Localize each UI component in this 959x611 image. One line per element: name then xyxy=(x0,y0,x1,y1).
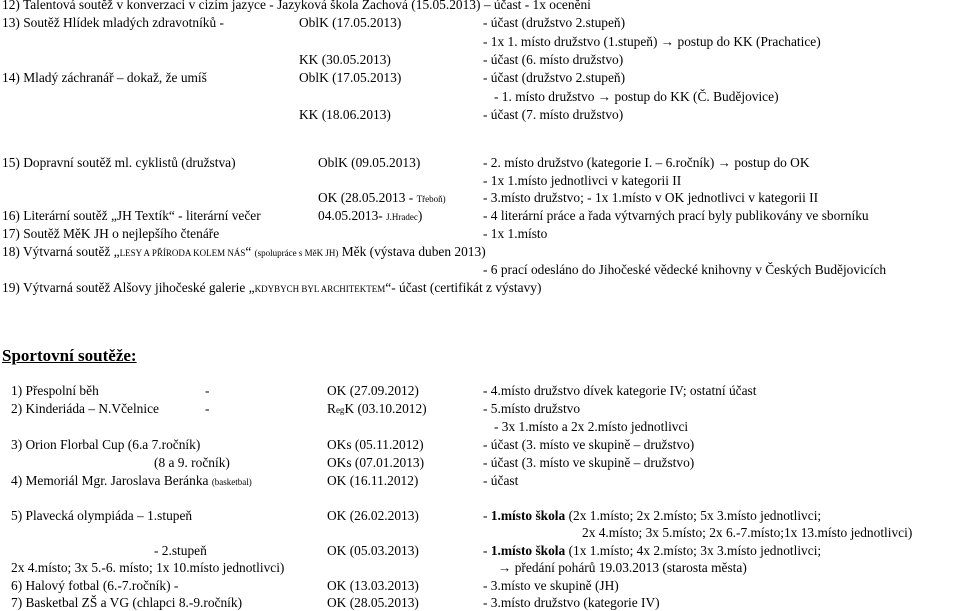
sport-5b-result-3: → předání pohárů 19.03.2013 (starosta města) xyxy=(498,560,747,575)
sport-3-title: 3) Orion Florbal Cup (6.a 7.ročník) xyxy=(11,437,201,452)
entry-18-result: - 6 prací odesláno do Jihočeské vědecké knihovny v Českých Budějovicích xyxy=(483,262,887,277)
sport-3b-title: (8 a 9. ročník) xyxy=(154,455,230,470)
sport-1-dash: - xyxy=(205,383,210,398)
entry-19-title: 19) Výtvarná soutěž Alšovy jihočeské galerie „KDYBYCH BYL ARCHITEKTEM“- účast (certifikát z výstavy) xyxy=(2,280,542,295)
sport-5b-title: - 2.stupeň xyxy=(154,543,207,558)
sport-1-title: 1) Přespolní běh xyxy=(11,383,99,398)
sport-5-result-2: 2x 4.místo; 3x 5.místo; 2x 6.-7.místo;1x 13.místo jednotlivci) xyxy=(582,525,913,540)
entry-16-date: 04.05.2013- J.Hradec) xyxy=(318,208,423,223)
sport-4-level: OK (16.11.2012) xyxy=(327,473,419,488)
sport-5b-result: - 1.místo škola (1x 1.místo; 4x 2.místo; 3x 3.místo jednotlivci; xyxy=(483,543,822,558)
sport-3-level: OKs (05.11.2012) xyxy=(327,437,424,452)
entry-14-kk-result: - účast (7. místo družstvo) xyxy=(483,107,624,122)
entry-13-kk: KK (30.05.2013) xyxy=(299,52,391,67)
sport-2-title: 2) Kinderiáda – N.Včelnice xyxy=(11,401,159,416)
sport-4-title: 4) Memoriál Mgr. Jaroslava Beránka (basketbal) xyxy=(11,473,252,488)
entry-15-ok: OK (28.05.2013 - Třeboň) xyxy=(318,190,446,205)
entry-13-result-2: - 1x 1. místo družstvo (1.stupeň) → postup do KK (Prachatice) xyxy=(483,34,821,49)
sport-1-level: OK (27.09.2012) xyxy=(327,383,419,398)
sport-6-result: - 3.místo ve skupině (JH) xyxy=(483,578,619,593)
sport-2-result: - 5.místo družstvo xyxy=(483,401,581,416)
entry-12: 12) Talentová soutěž v konverzaci v cizím jazyce - Jazyková škola Zachová (15.05.2013) – účast - 1x ocenění xyxy=(2,0,591,12)
entry-17-result: - 1x 1.místo xyxy=(483,226,548,241)
entry-16-result: - 4 literární práce a řada výtvarných prací byly publikovány ve sborníku xyxy=(483,208,869,223)
entry-17-title: 17) Soutěž MěK JH o nejlepšího čtenáře xyxy=(2,226,220,241)
entry-14-level: OblK (17.05.2013) xyxy=(299,70,402,85)
sport-2-result-2: - 3x 1.místo a 2x 2.místo jednotlivci xyxy=(494,419,689,434)
entry-15-result-2: - 1x 1.místo jednotlivci v kategorii II xyxy=(483,173,682,188)
entry-13-result: - účast (družstvo 2.stupeň) xyxy=(483,15,626,30)
entry-15-ok-result: - 3.místo družstvo; - 1x 1.místo v OK jednotlivci v kategorii II xyxy=(483,190,819,205)
sport-3-result: - účast (3. místo ve skupině – družstvo) xyxy=(483,437,695,452)
entry-14-result-2: - 1. místo družstvo → postup do KK (Č. Budějovice) xyxy=(494,89,779,104)
sport-7-title: 7) Basketbal ZŠ a VG (chlapci 8.-9.ročník) xyxy=(11,595,243,610)
entry-18-title: 18) Výtvarná soutěž „LESY A PŘÍRODA KOLEM NÁS“ (spolupráce s MěK JH) Měk (výstava duben 2013) xyxy=(2,244,486,259)
entry-14-kk: KK (18.06.2013) xyxy=(299,107,391,122)
entry-13-kk-result: - účast (6. místo družstvo) xyxy=(483,52,624,67)
sport-5-title: 5) Plavecká olympiáda – 1.stupeň xyxy=(11,508,193,523)
sport-5b-level: OK (05.03.2013) xyxy=(327,543,419,558)
entry-15-level: OblK (09.05.2013) xyxy=(318,155,421,170)
sport-3b-result: - účast (3. místo ve skupině – družstvo) xyxy=(483,455,695,470)
sport-5-level: OK (26.02.2013) xyxy=(327,508,419,523)
sport-6-level: OK (13.03.2013) xyxy=(327,578,419,593)
entry-14-title: 14) Mladý záchranář – dokaž, že umíš xyxy=(2,70,207,85)
entry-13-title: 13) Soutěž Hlídek mladých zdravotníků - xyxy=(2,15,225,30)
sport-heading: Sportovní soutěže: xyxy=(2,346,137,365)
sport-3b-level: OKs (07.01.2013) xyxy=(327,455,425,470)
sport-6-title: 6) Halový fotbal (6.-7.ročník) - xyxy=(11,578,179,593)
sport-2-level: RegK (03.10.2012) xyxy=(327,401,427,416)
entry-15-title: 15) Dopravní soutěž ml. cyklistů (družstva) xyxy=(2,155,236,170)
sport-7-level: OK (28.05.2013) xyxy=(327,595,419,610)
entry-15-result: - 2. místo družstvo (kategorie I. – 6.ročník) → postup do OK xyxy=(483,155,810,170)
entry-14-result: - účast (družstvo 2.stupeň) xyxy=(483,70,626,85)
entry-13-level: OblK (17.05.2013) xyxy=(299,15,402,30)
sport-1-result: - 4.místo družstvo dívek kategorie IV; ostatní účast xyxy=(483,383,757,398)
entry-16-title: 16) Literární soutěž „JH Textík“ - literární večer xyxy=(2,208,261,223)
sport-5b-result-2: 2x 4.místo; 3x 5.-6. místo; 1x 10.místo jednotlivci) xyxy=(11,560,285,575)
sport-4-result: - účast xyxy=(483,473,519,488)
sport-7-result: - 3.místo družstvo (kategorie IV) xyxy=(483,595,660,610)
sport-2-dash: - xyxy=(205,401,210,416)
sport-5-result: - 1.místo škola (2x 1.místo; 2x 2.místo; 5x 3.místo jednotlivci; xyxy=(483,508,822,523)
